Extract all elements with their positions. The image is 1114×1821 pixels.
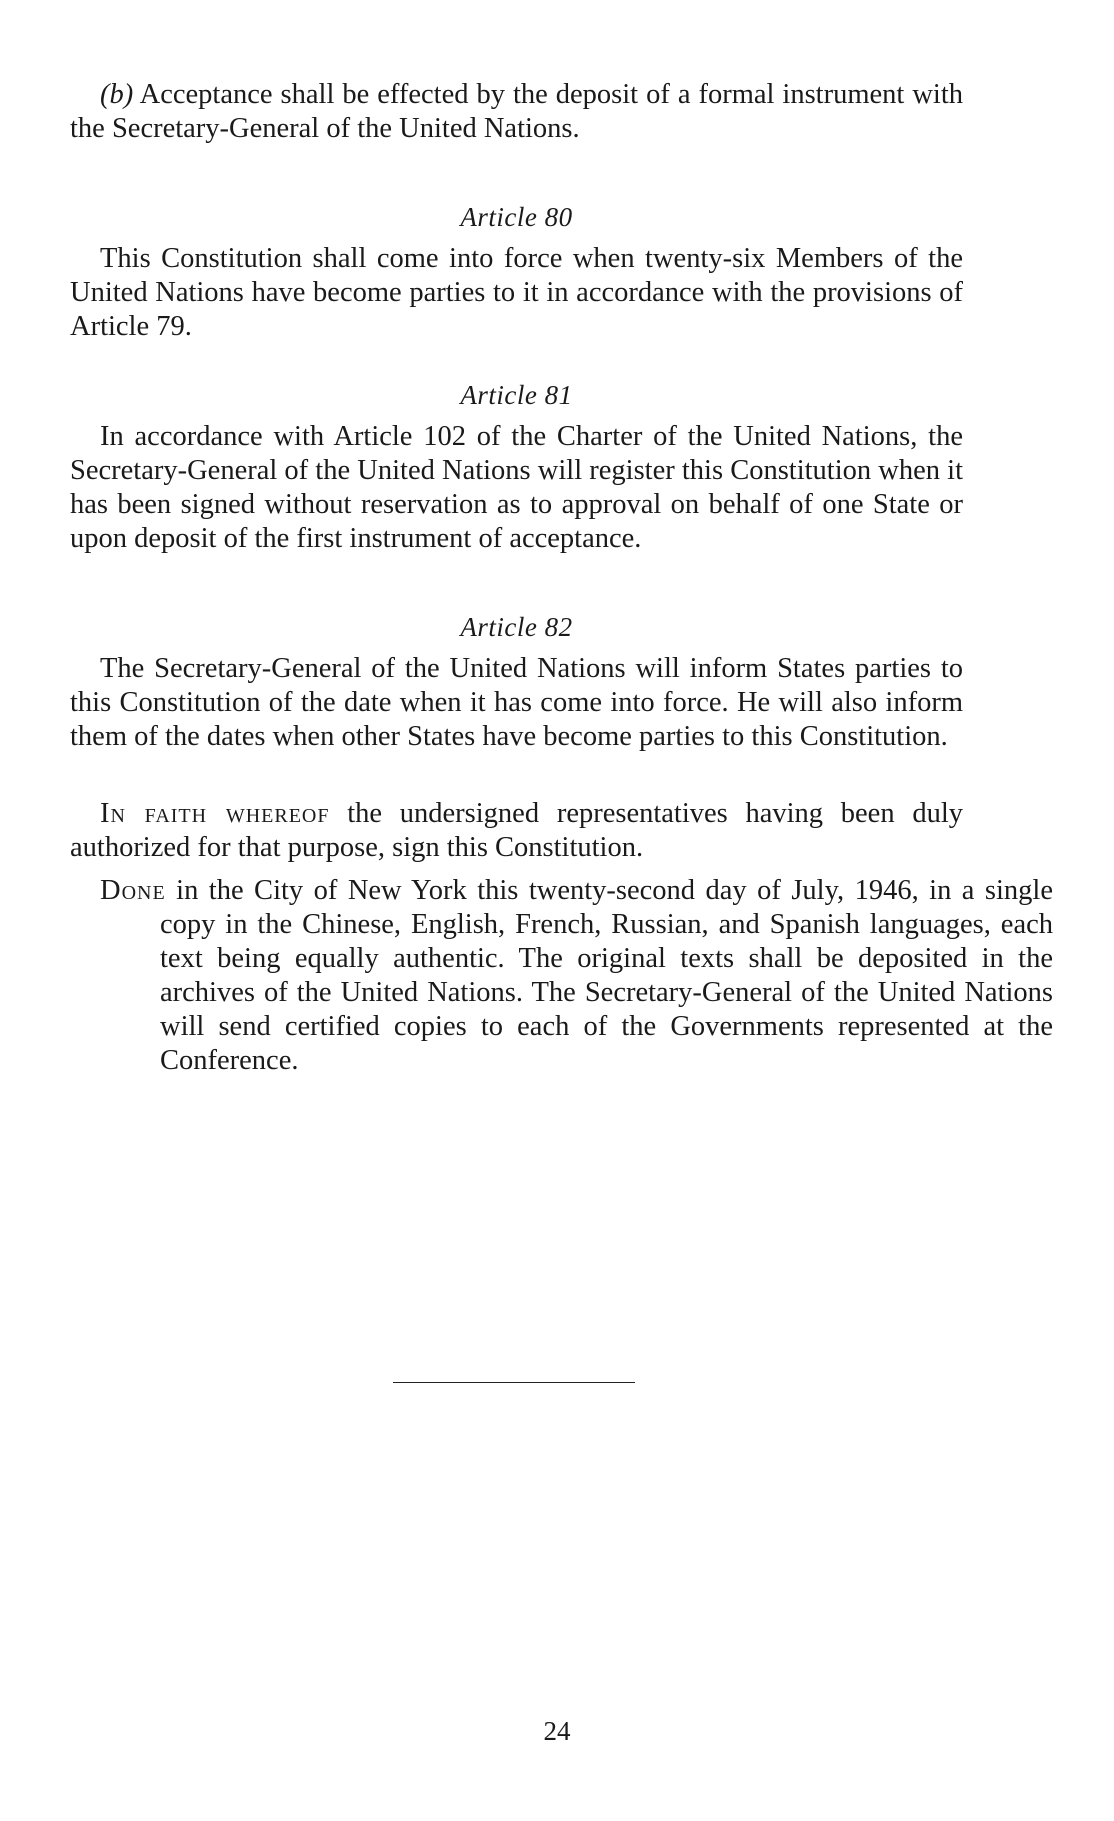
paragraph-b-text: Acceptance shall be effected by the deposit of a formal instrument with the Secretary-General of the United Nations.	[70, 79, 963, 144]
paragraph-b	[70, 78, 963, 146]
article-81-text: In accordance with Article 102 of the Charter of the United Nations, the Secretary-General of the United Nations will register this Constitution when it has been signed without reservation as to approval on behalf of one State or upon deposit of the first instrument of acceptance.	[70, 421, 963, 554]
article-82-heading: Article 82	[460, 612, 573, 642]
paragraph-b-label: (b)	[100, 79, 134, 110]
article-82-text: The Secretary-General of the United Nations will inform States parties to this Constitution of the date when it has come into force. He will also inform them of the dates when other States have become parties to this Constitution.	[70, 653, 963, 752]
page-number: 24	[543, 1716, 571, 1746]
article-80-text: This Constitution shall come into force when twenty-six Members of the United Nations have become parties to it in accordance with the provisions of Article 79.	[70, 243, 963, 342]
done-lead: Done	[100, 875, 166, 906]
closing-rule	[393, 1382, 635, 1383]
article-81-heading: Article 81	[460, 380, 573, 410]
done-paragraph	[70, 874, 1053, 1078]
in-faith-whereof-text: the undersigned representatives having been duly authorized for that purpose, sign this Constitution.	[70, 798, 963, 863]
done-text: in the City of New York this twenty-second day of July, 1946, in a single copy in the Chinese, English, French, Russian, and Spanish languages, each text being equally authentic. The original texts shall be deposited in the archives of the United Nations. The Secretary-General of the United Nations will send certified copies to each of the Governments represented at the Conference.	[160, 875, 1053, 1076]
article-80-heading: Article 80	[460, 202, 573, 232]
in-faith-whereof-paragraph	[70, 797, 963, 865]
in-faith-whereof-lead: In faith whereof	[100, 798, 330, 829]
